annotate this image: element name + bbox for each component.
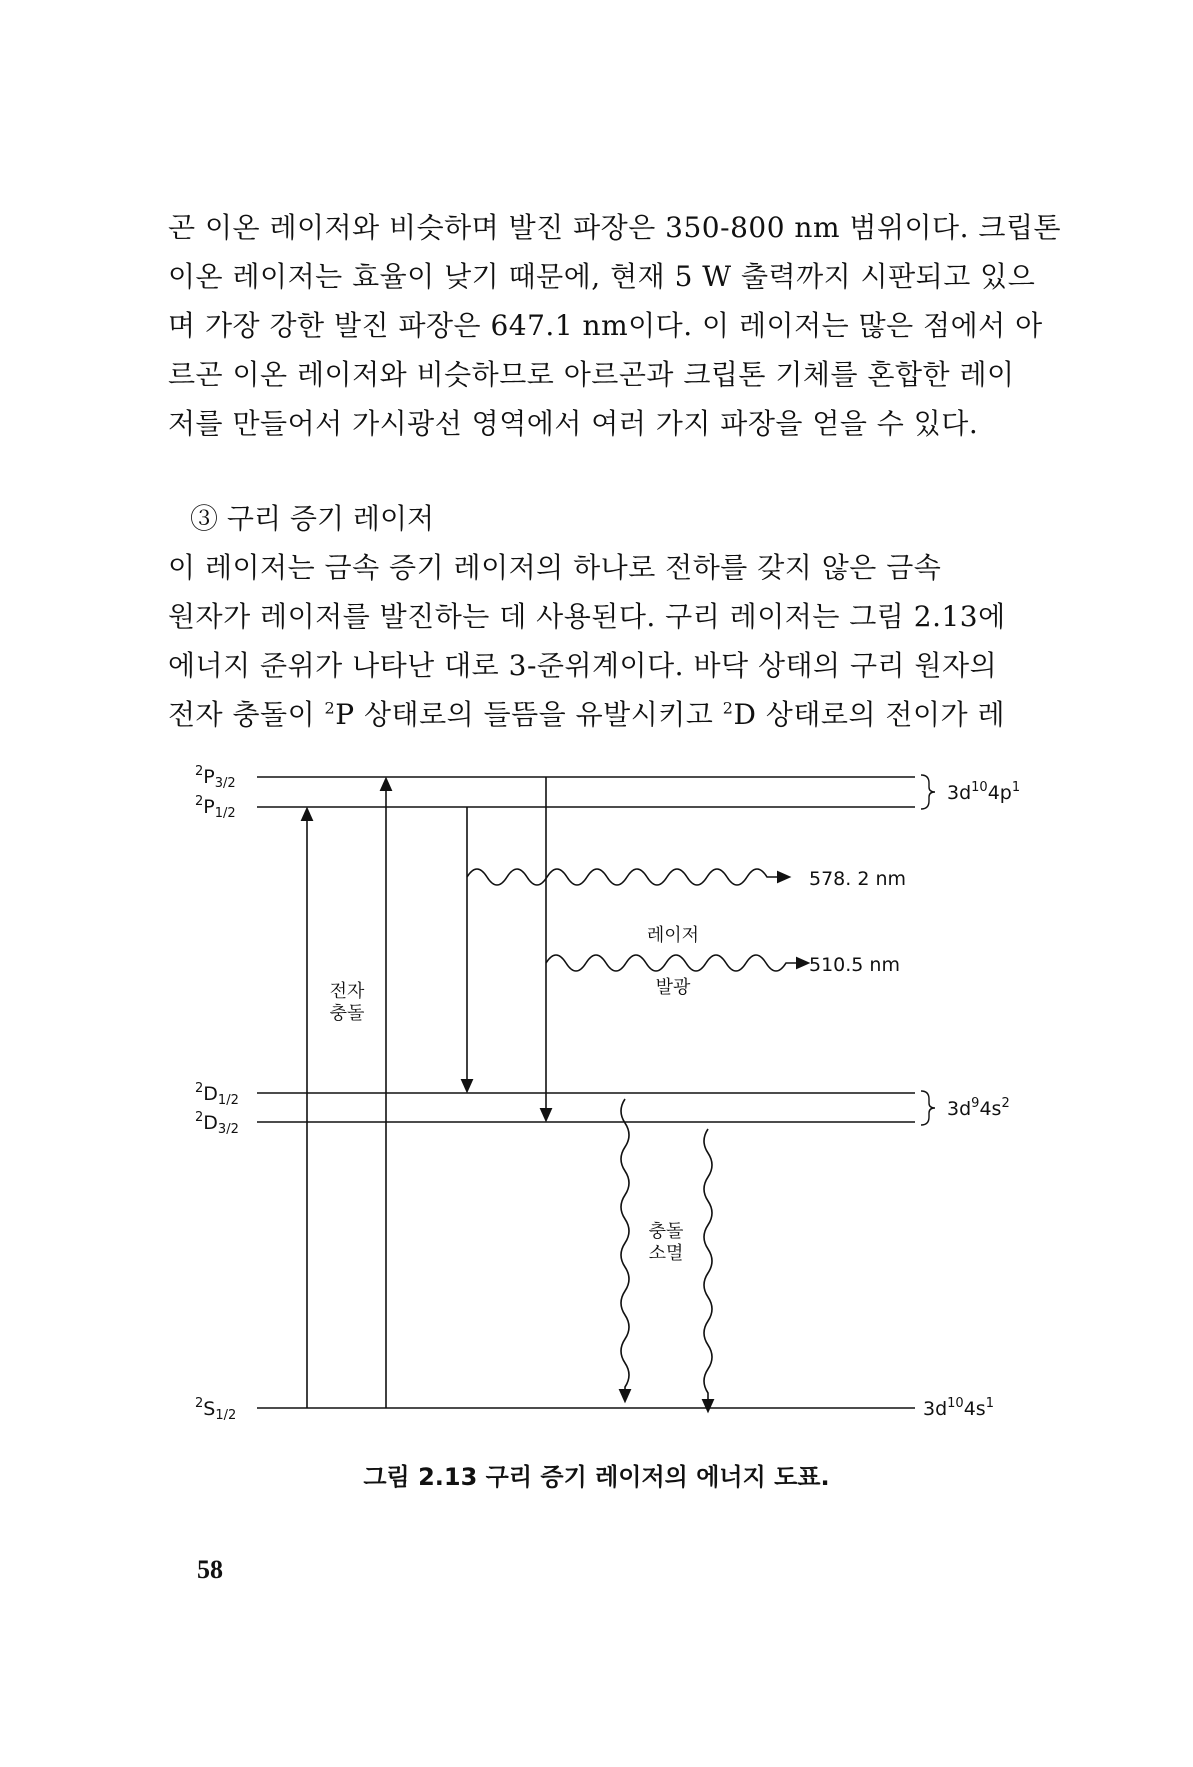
- label-laser: 레이저: [646, 925, 700, 946]
- text-line: 에너지 준위가 나타난 대로 3-준위계이다. 바닥 상태의 구리 원자의: [168, 649, 998, 682]
- config-ground: $3d^{10}4s^1$: [923, 1396, 994, 1420]
- text-line: 전자 충돌이 $^2$P 상태로의 들뜸을 유발시키고 $^2$D 상태로의 전이가 레: [168, 698, 1005, 731]
- text-line: 며 가장 강한 발진 파장은 647.1 nm이다. 이 레이저는 많은 점에서 아: [168, 309, 1043, 342]
- level-label-s12: $^2S_{1/2}$: [195, 1396, 237, 1423]
- level-label-p12: $^2P_{1/2}$: [195, 794, 236, 821]
- quench-wave-d32: [704, 1129, 712, 1407]
- text-line: 르곤 이온 레이저와 비슷하므로 아르곤과 크립톤 기체를 혼합한 레이: [168, 358, 1015, 391]
- page-number: 58: [197, 1555, 223, 1584]
- label-collision-quench: 충돌 소멸: [648, 1221, 684, 1264]
- text-line: 원자가 레이저를 발진하는 데 사용된다. 구리 레이저는 그림 2.13에: [168, 600, 1006, 633]
- config-upper: $3d^{10}4p^1$: [947, 780, 1021, 804]
- level-label-p32: $^2P_{3/2}$: [195, 764, 236, 791]
- wavelength-label-510: 510.5 nm: [809, 954, 900, 976]
- label-electron-collision: 전자 충돌: [329, 981, 365, 1024]
- emission-wave-510: [546, 955, 804, 971]
- level-label-d32: $^2D_{3/2}$: [195, 1110, 239, 1137]
- emission-wave-578: [467, 869, 785, 885]
- text-line: 곤 이온 레이저와 비슷하며 발진 파장은 350-800 nm 범위이다. 크립톤: [168, 211, 1062, 244]
- paragraph-copper-laser: [168, 543, 1068, 739]
- config-middle: $3d^94s^2$: [947, 1096, 1010, 1120]
- paragraph-krypton-laser: [168, 203, 1068, 448]
- section-heading: ③ 구리 증기 레이저: [190, 502, 435, 535]
- quench-wave-d12: [621, 1099, 629, 1397]
- label-emission: 발광: [655, 977, 691, 998]
- figure-caption: 그림 2.13 구리 증기 레이저의 에너지 도표.: [363, 1463, 830, 1491]
- text-line: 이온 레이저는 효율이 낮기 때문에, 현재 5 W 출력까지 시판되고 있으: [168, 260, 1036, 293]
- wavelength-label-578: 578. 2 nm: [809, 868, 907, 890]
- text-line: 저를 만들어서 가시광선 영역에서 여러 가지 파장을 얻을 수 있다.: [168, 407, 979, 440]
- brace-upper: [921, 775, 935, 809]
- level-label-d12: $^2D_{1/2}$: [195, 1081, 239, 1108]
- text-line: 이 레이저는 금속 증기 레이저의 하나로 전하를 갖지 않은 금속: [168, 551, 942, 584]
- brace-middle: [921, 1091, 935, 1125]
- energy-level-diagram: [195, 757, 1025, 1437]
